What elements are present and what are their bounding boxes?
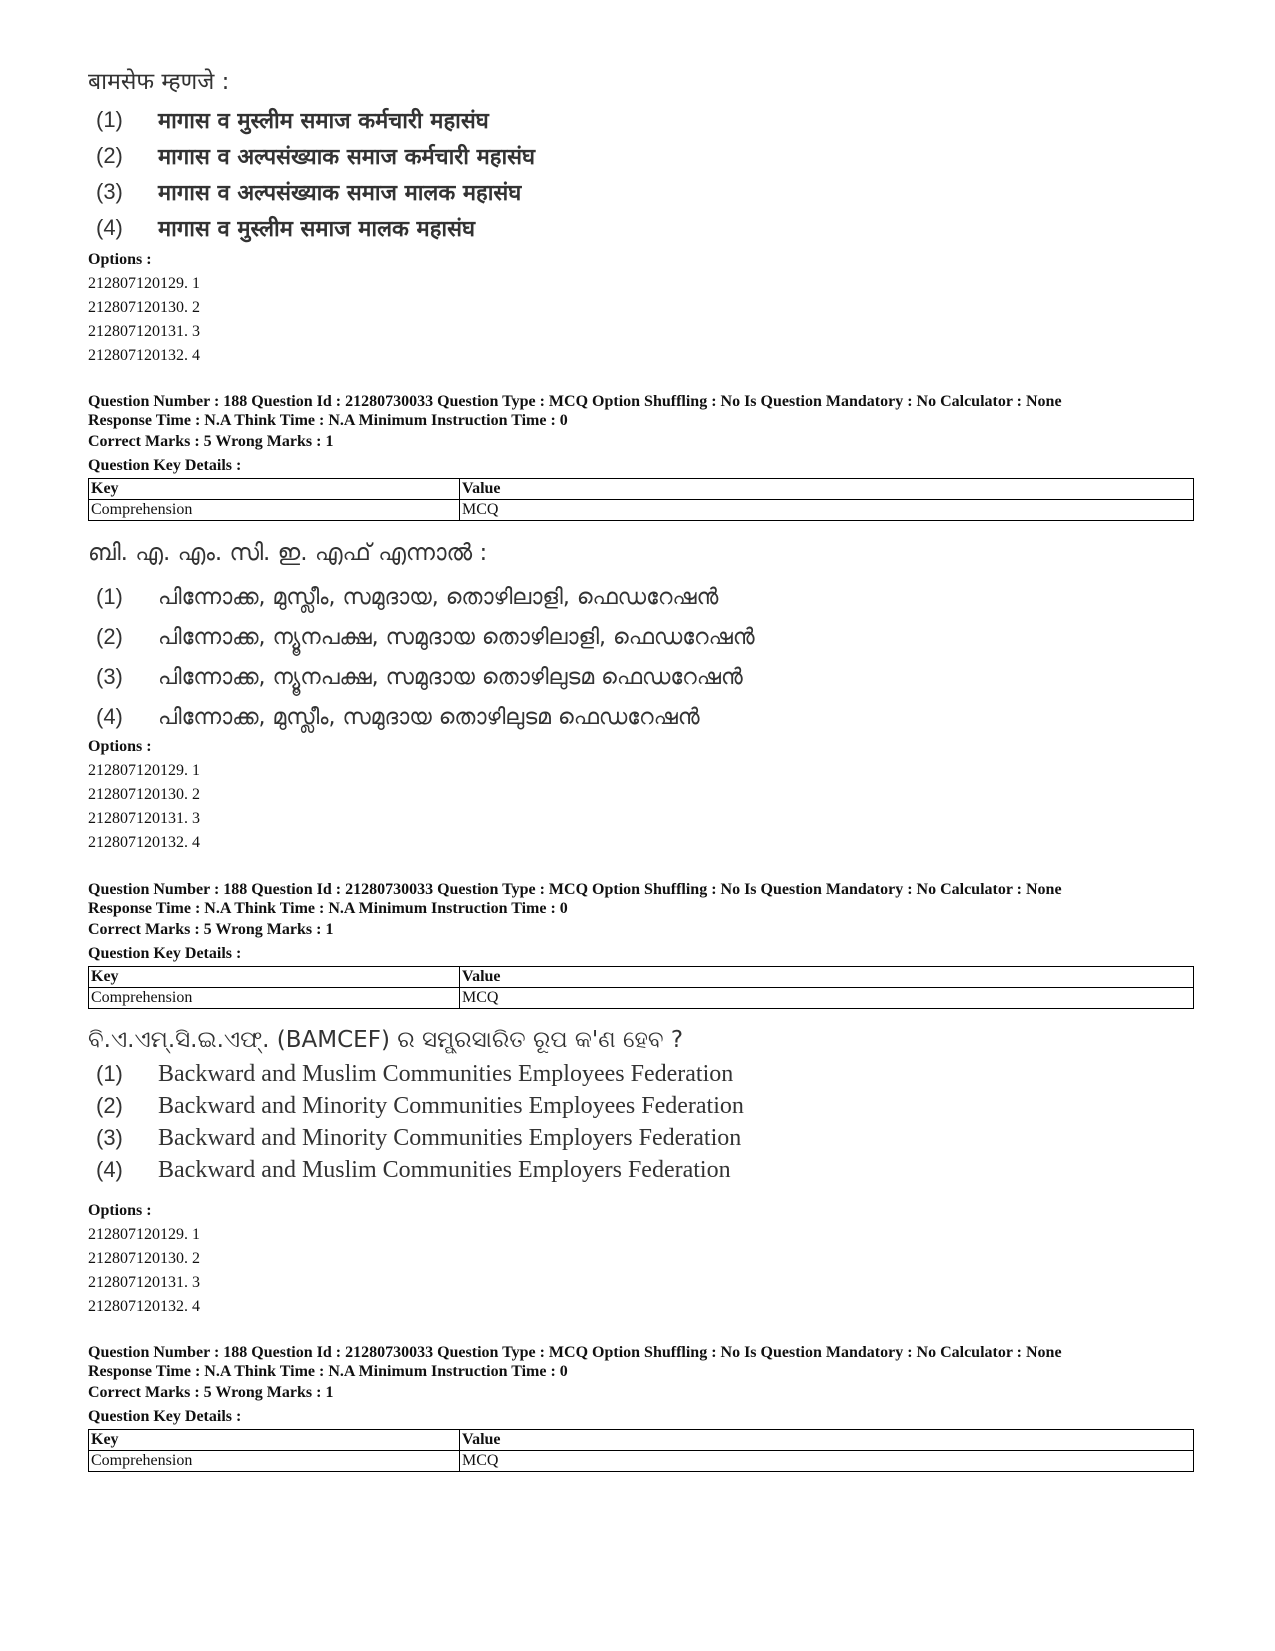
response-time-line: Response Time : N.A Think Time : N.A Minimum Instruction Time : 0	[88, 412, 568, 429]
option-id: 212807120132. 4	[88, 347, 200, 364]
option-id: 212807120132. 4	[88, 834, 200, 851]
response-time-line: Response Time : N.A Think Time : N.A Minimum Instruction Time : 0	[88, 900, 568, 917]
key-value-table	[88, 966, 1194, 1009]
table-header-key: Key	[89, 967, 460, 988]
table-cell-value: MCQ	[460, 988, 1194, 1009]
option-id: 212807120131. 3	[88, 1274, 200, 1291]
table-cell-value: MCQ	[460, 1451, 1194, 1472]
option-id: 212807120130. 2	[88, 299, 200, 316]
option-id: 212807120132. 4	[88, 1298, 200, 1315]
question-image-marathi	[88, 66, 535, 246]
answer-option: (2) मागास व अल्पसंख्याक समाज कर्मचारी महासंघ	[96, 143, 536, 170]
option-id: 212807120129. 1	[88, 1226, 200, 1243]
option-id: 212807120131. 3	[88, 810, 200, 827]
question-info-line: Question Number : 188 Question Id : 21280730033 Question Type : MCQ Option Shuffling : No Is Question Mandatory : No Calculator : None	[88, 1344, 1062, 1361]
question-meta	[88, 392, 1208, 521]
key-details-label: Question Key Details :	[88, 945, 242, 962]
option-id: 212807120129. 1	[88, 762, 200, 779]
answer-option: (2) Backward and Minority Communities Employees Federation	[96, 1092, 744, 1119]
option-id: 212807120130. 2	[88, 1250, 200, 1267]
key-value-table	[88, 1429, 1194, 1472]
answer-option: (3) Backward and Minority Communities Employers Federation	[96, 1124, 742, 1151]
question-image-malayalam	[88, 537, 755, 737]
key-value-table	[88, 478, 1194, 521]
key-details-label: Question Key Details :	[88, 1408, 242, 1425]
answer-option: (1) Backward and Muslim Communities Employees Federation	[96, 1060, 734, 1087]
option-id: 212807120129. 1	[88, 275, 200, 292]
table-header-key: Key	[89, 1430, 460, 1451]
answer-option: (4) പിന്നോക്ക, മുസ്ലീം, സമുദായ തൊഴിലുടമ ഫെഡറേഷൻ	[96, 704, 700, 730]
options-label: Options :	[88, 1202, 152, 1219]
response-time-line: Response Time : N.A Think Time : N.A Minimum Instruction Time : 0	[88, 1363, 568, 1380]
options-label: Options :	[88, 738, 152, 755]
answer-option: (3) मागास व अल्पसंख्याक समाज मालक महासंघ	[96, 179, 522, 206]
question-info-line: Question Number : 188 Question Id : 21280730033 Question Type : MCQ Option Shuffling : No Is Question Mandatory : No Calculator : None	[88, 881, 1062, 898]
answer-option: (1) मागास व मुस्लीम समाज कर्मचारी महासंघ	[96, 107, 489, 134]
answer-option: (4) Backward and Muslim Communities Employers Federation	[96, 1156, 731, 1183]
question-meta	[88, 880, 1208, 1009]
answer-option: (2) പിന്നോക്ക, ന്യൂനപക്ഷ, സമുദായ തൊഴിലാളി, ഫെഡറേഷൻ	[96, 624, 755, 650]
marks-line: Correct Marks : 5 Wrong Marks : 1	[88, 433, 334, 450]
key-details-label: Question Key Details :	[88, 457, 242, 474]
question-image-odia	[88, 1024, 744, 1186]
table-cell-value: MCQ	[460, 500, 1194, 521]
options-list	[88, 1199, 1188, 1319]
question-stem: ബി. എ. എം. സി. ഇ. എഫ് എന്നാൽ :	[88, 540, 488, 566]
table-header-value: Value	[460, 967, 1194, 988]
answer-option: (3) പിന്നോക്ക, ന്യൂനപക്ഷ, സമുദായ തൊഴിലുടമ ഫെഡറേഷൻ	[96, 664, 743, 690]
options-label: Options :	[88, 251, 152, 268]
table-header-key: Key	[89, 479, 460, 500]
question-info-line: Question Number : 188 Question Id : 21280730033 Question Type : MCQ Option Shuffling : No Is Question Mandatory : No Calculator : None	[88, 393, 1062, 410]
question-stem: ବି.ଏ.ଏମ୍.ସି.ଇ.ଏଫ୍. (BAMCEF) ର ସମ୍ପ୍ରସାରିତ ରୂପ କ'ଣ ହେବ ?	[88, 1027, 684, 1053]
table-cell-key: Comprehension	[89, 1451, 460, 1472]
options-list	[88, 735, 1188, 855]
table-cell-key: Comprehension	[89, 988, 460, 1009]
marks-line: Correct Marks : 5 Wrong Marks : 1	[88, 921, 334, 938]
option-id: 212807120130. 2	[88, 786, 200, 803]
question-meta	[88, 1343, 1208, 1472]
answer-option: (1) പിന്നോക്ക, മുസ്ലീം, സമുദായ, തൊഴിലാളി, ഫെഡറേഷൻ	[96, 584, 719, 610]
table-header-value: Value	[460, 479, 1194, 500]
option-id: 212807120131. 3	[88, 323, 200, 340]
question-stem: बामसेफ म्हणजे :	[88, 69, 230, 95]
options-list	[88, 248, 1188, 368]
table-header-value: Value	[460, 1430, 1194, 1451]
marks-line: Correct Marks : 5 Wrong Marks : 1	[88, 1384, 334, 1401]
table-cell-key: Comprehension	[89, 500, 460, 521]
answer-option: (4) मागास व मुस्लीम समाज मालक महासंघ	[96, 215, 475, 242]
